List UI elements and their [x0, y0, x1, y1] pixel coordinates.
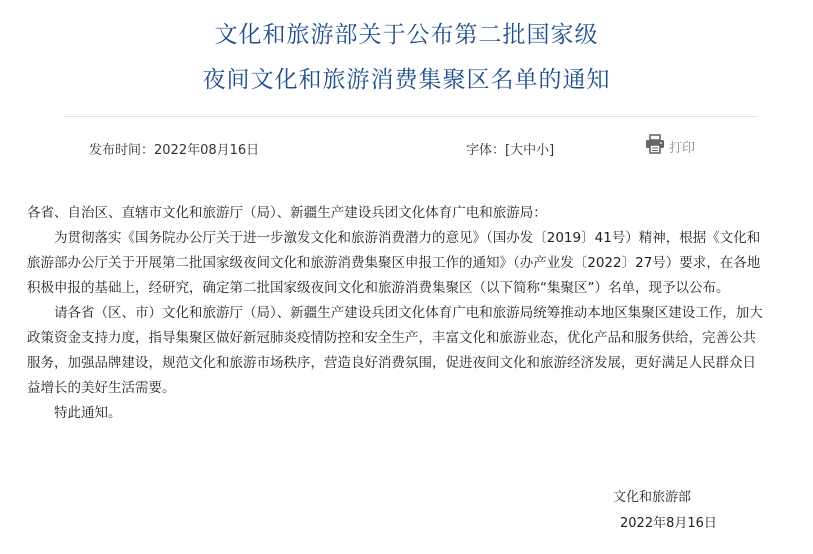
title-divider — [64, 116, 757, 117]
closing-text: 特此通知。 — [54, 405, 122, 421]
publish-date: 发布时间：2022年08月16日 — [89, 143, 260, 158]
print-button[interactable] — [644, 133, 695, 159]
signature-date: 2022年8月16日 — [620, 516, 717, 531]
article-title-line2: 夜间文化和旅游消费集聚区名单的通知 — [202, 67, 611, 93]
body-paragraph-1: 为贯彻落实《国务院办公厅关于进一步激发文化和旅游消费潜力的意见》（国办发〔2019〕41号）精神，根据《文化和旅游部办公厅关于开展第二批国家级夜间文化和旅游消费集聚区申报工作的通知》（办产业发〔2022〕27号）要求，在各地积极申报的基础上，经研究，确定第二批国家级夜间文化和旅游消费集聚区（以下简称“集聚区”）名单，现予以公布。 — [27, 230, 761, 296]
print-label: 打印 — [669, 140, 696, 156]
font-size-selector[interactable]: 字体：[大中小] — [466, 143, 555, 158]
printer-icon — [644, 133, 666, 159]
salutation: 各省、自治区、直辖市文化和旅游厅（局）、新疆生产建设兵团文化体育广电和旅游局： — [27, 205, 547, 221]
body-paragraph-2: 请各省（区、市）文化和旅游厅（局）、新疆生产建设兵团文化体育广电和旅游局统筹推动本地区集聚区建设工作，加大政策资金支持力度，指导集聚区做好新冠肺炎疫情防控和安全生产，丰富文化和旅游业态，优化产品和服务供给，完善公共服务，加强品牌建设，规范文化和旅游市场秩序，营造良好消费氛围，促进夜间文化和旅游经济发展，更好满足人民群众日益增长的美好生活需要。 — [27, 305, 763, 396]
article-title-line1: 文化和旅游部关于公布第二批国家级 — [214, 22, 599, 48]
article-body — [27, 201, 767, 426]
signature-org: 文化和旅游部 — [613, 490, 692, 505]
